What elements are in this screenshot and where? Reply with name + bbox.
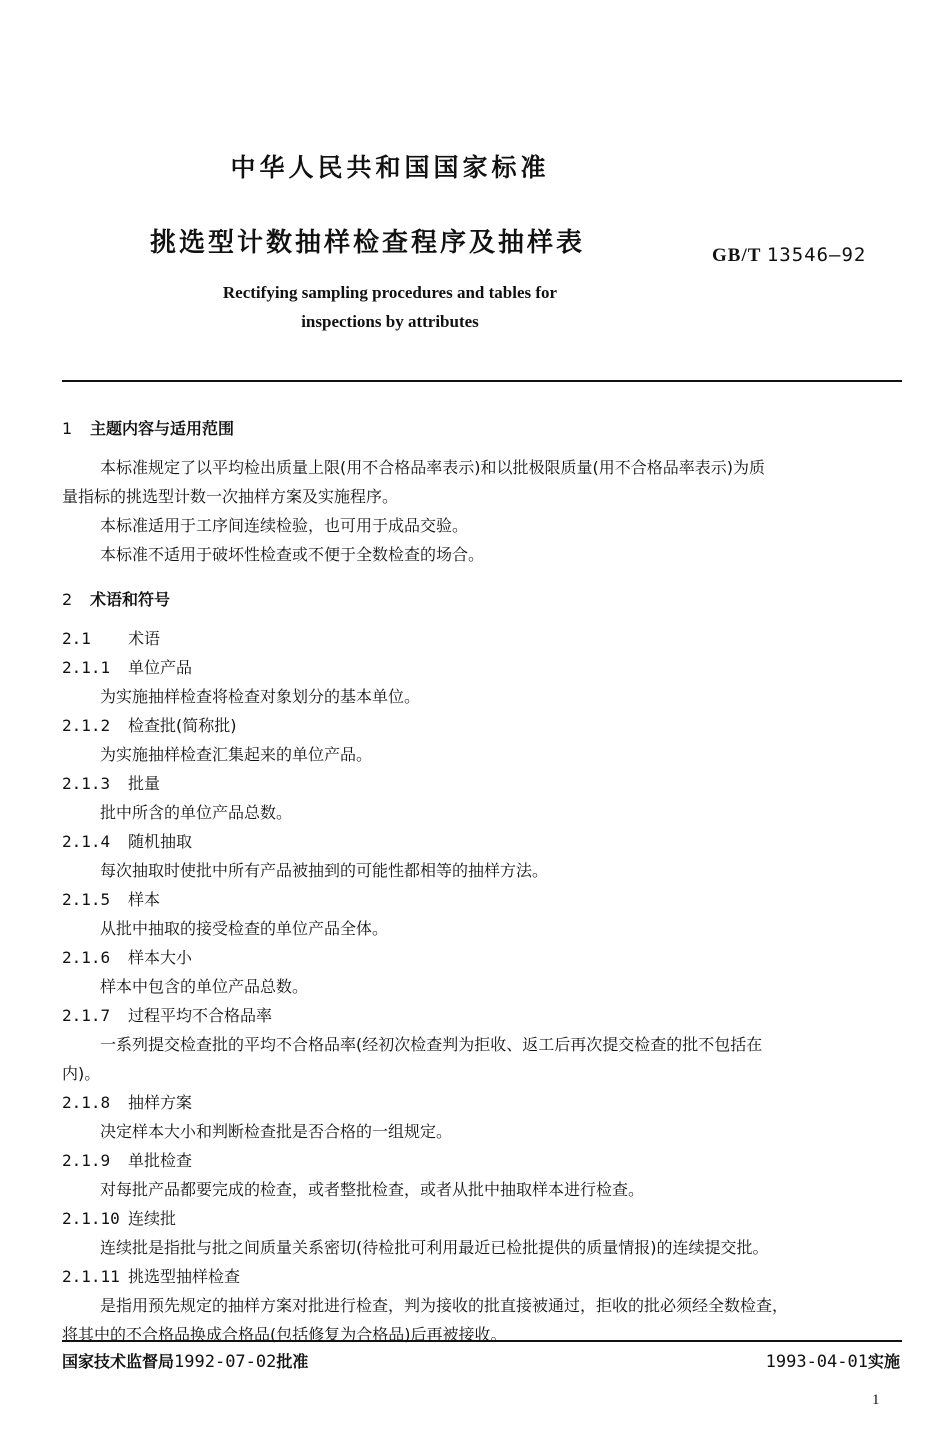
term-definition: 一系列提交检查批的平均不合格品率(经初次检查判为拒收、返工后再次提交检查的批不包括在 [100,1035,763,1054]
term-heading [62,943,902,972]
term-heading [62,653,902,682]
paragraph: 本标准不适用于破坏性检查或不便于全数检查的场合。 [100,545,485,564]
term-number: 2.1.4 [62,832,111,851]
document-title-en [0,278,780,336]
title-en-line-1: Rectifying sampling procedures and tables for [222,283,558,302]
term-title: 过程平均不合格品率 [128,1006,273,1025]
term-heading [62,1146,902,1175]
term-title: 抽样方案 [128,1093,193,1112]
term-definition: 为实施抽样检查将检查对象划分的基本单位。 [100,687,421,706]
term-definition: 对每批产品都要完成的检查，或者整批检查，或者从批中抽取样本进行检查。 [100,1180,645,1199]
term-title: 检查批(简称批) [128,716,237,735]
term-title: 样本大小 [128,948,193,967]
national-standard-heading: 中华人民共和国国家标准 [230,153,550,182]
effective-line [766,1349,900,1372]
term-title: 批量 [128,774,161,793]
approval-authority: 国家技术监督局 [62,1352,175,1371]
term-title: 样本 [128,890,161,909]
effective-date: 1993-04-01 [765,1352,868,1372]
term-number: 2.1.2 [62,716,111,735]
term-definition: 决定样本大小和判断检查批是否合格的一组规定。 [100,1122,453,1141]
term-heading [62,1204,902,1233]
term-definition: 批中所含的单位产品总数。 [100,803,293,822]
paragraph: 本标准规定了以平均检出质量上限(用不合格品率表示)和以批极限质量(用不合格品率表示)为质 [100,458,765,477]
approval-line [62,1349,308,1372]
section-title: 主题内容与适用范围 [90,419,235,438]
term-title: 单位产品 [128,658,193,677]
term-heading [62,711,902,740]
term-number: 2.1.8 [62,1093,111,1112]
term-number: 2.1.1 [62,658,111,677]
paragraph: 本标准适用于工序间连续检验，也可用于成品交验。 [100,516,469,535]
title-en-line-2: inspections by attributes [301,312,479,331]
term-title: 随机抽取 [128,832,193,851]
term-number: 2.1.7 [62,1006,111,1025]
terms-list [62,653,902,1349]
effective-suffix: 实施 [867,1352,900,1371]
term-heading [62,1088,902,1117]
standard-code-number: 13546—92 [766,244,867,266]
term-heading [62,885,902,914]
footer-divider [62,1340,902,1342]
term-heading [62,827,902,856]
approval-date: 1992-07-02 [174,1352,277,1372]
term-definition: 连续批是指批与批之间质量关系密切(待检批可利用最近已检批提供的质量情报)的连续提交批。 [100,1238,769,1257]
subsection-title: 术语 [128,629,161,648]
section-title: 术语和符号 [90,590,171,609]
section-1-heading [62,414,902,443]
term-number: 2.1.5 [62,890,111,909]
term-definition-continuation: 内)。 [62,1064,101,1083]
term-number: 2.1.11 [62,1267,120,1286]
section-number: 2 [62,590,73,609]
document-body [62,408,902,1349]
term-heading [62,1001,902,1030]
subsection-number: 2.1 [62,629,91,648]
term-heading [62,769,902,798]
term-definition: 样本中包含的单位产品总数。 [100,977,309,996]
term-definition-continuation: 将其中的不合格品换成合格品(包括修复为合格品)后再被接收。 [62,1325,507,1344]
term-title: 挑选型抽样检查 [128,1267,241,1286]
term-number: 2.1.10 [62,1209,120,1228]
section-2-heading [62,585,902,614]
standard-code [712,244,866,267]
header-divider [62,380,902,382]
subsection-heading [62,624,902,653]
standard-code-prefix: GB/T [712,245,762,266]
page-number: 1 [872,1392,880,1408]
section-number: 1 [62,419,73,438]
term-definition: 是指用预先规定的抽样方案对批进行检查，判为接收的批直接被通过，拒收的批必须经全数检查， [100,1296,789,1315]
term-number: 2.1.6 [62,948,111,967]
term-definition: 从批中抽取的接受检查的单位产品全体。 [100,919,389,938]
term-definition: 为实施抽样检查汇集起来的单位产品。 [100,745,373,764]
document-title-cn: 挑选型计数抽样检查程序及抽样表 [150,228,586,258]
term-heading [62,1262,902,1291]
term-title: 连续批 [128,1209,177,1228]
term-definition: 每次抽取时使批中所有产品被抽到的可能性都相等的抽样方法。 [100,861,549,880]
term-title: 单批检查 [128,1151,193,1170]
term-number: 2.1.3 [62,774,111,793]
approval-suffix: 批准 [276,1352,309,1371]
term-number: 2.1.9 [62,1151,111,1170]
paragraph-continuation: 量指标的挑选型计数一次抽样方案及实施程序。 [62,487,399,506]
